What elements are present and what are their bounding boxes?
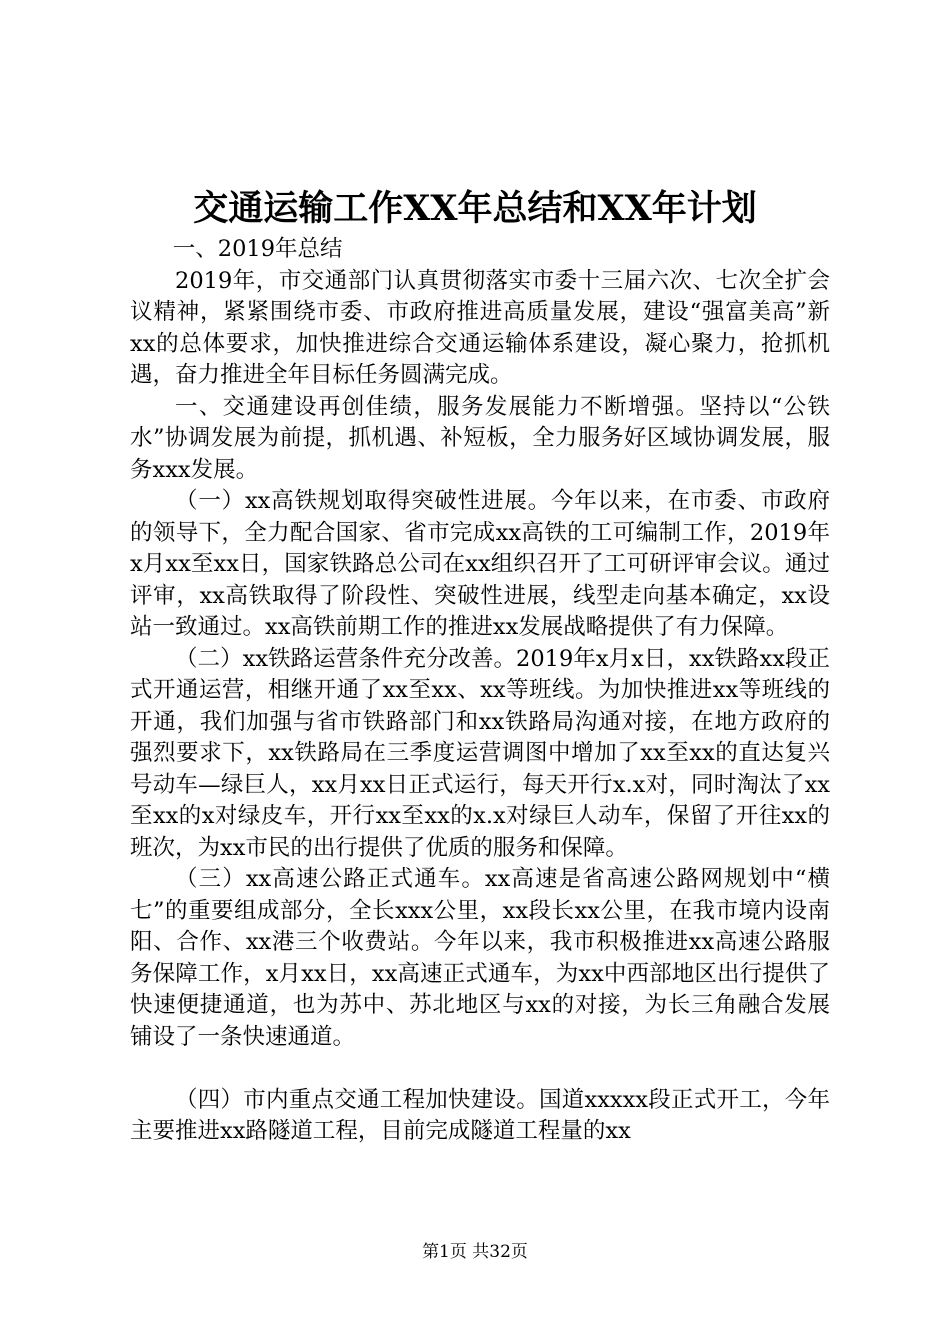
- paragraph: （四）市内重点交通工程加快建设。国道xxxxx段正式开工，今年主要推进xx路隧道工程，目前完成隧道工程量的xx: [130, 1086, 830, 1144]
- page-footer: 第1页 共32页: [422, 1242, 528, 1262]
- section-heading: 一、2019年总结: [172, 236, 343, 262]
- paragraph: 一、交通建设再创佳绩，服务发展能力不断增强。坚持以“公铁水”协调发展为前提，抓机遇、补短板，全力服务好区域协调发展，服务xxx发展。: [130, 393, 830, 483]
- document-title: 交通运输工作XX年总结和XX年计划: [193, 188, 757, 229]
- paragraph: （一）xx高铁规划取得突破性进展。今年以来，在市委、市政府的领导下，全力配合国家、省市完成xx高铁的工可编制工作，2019年x月xx至xx日，国家铁路总公司在xx组织召开了工可研评审会议。通过评审，xx高铁取得了阶段性、突破性进展，线型走向基本确定，xx设站一致通过。xx高铁前期工作的推进xx发展战略提供了有力保障。: [130, 488, 830, 640]
- paragraph: （二）xx铁路运营条件充分改善。2019年x月x日，xx铁路xx段正式开通运营，相继开通了xx至xx、xx等班线。为加快推进xx等班线的开通，我们加强与省市铁路部门和xx铁路局沟通对接，在地方政府的强烈要求下，xx铁路局在三季度运营调图中增加了xx至xx的直达复兴号动车—绿巨人，xx月xx日正式运行，每天开行x.x对，同时淘汰了xx至xx的x对绿皮车，开行xx至xx的x.x对绿巨人动车，保留了开往xx的班次，为xx市民的出行提供了优质的服务和保障。: [130, 645, 830, 861]
- document-body: [130, 234, 830, 1148]
- paragraph: 2019年，市交通部门认真贯彻落实市委十三届六次、七次全扩会议精神，紧紧围绕市委、市政府推进高质量发展，建设“强富美高”新xx的总体要求，加快推进综合交通运输体系建设，凝心聚力，抢抓机遇，奋力推进全年目标任务圆满完成。: [130, 267, 830, 388]
- paragraph: （三）xx高速公路正式通车。xx高速是省高速公路网规划中“横七”的重要组成部分，全长xxx公里，xx段长xx公里，在我市境内设南阳、合作、xx港三个收费站。今年以来，我市积极推进xx高速公路服务保障工作，x月xx日，xx高速正式通车，为xx中西部地区出行提供了快速便捷通道，也为苏中、苏北地区与xx的对接，为长三角融合发展铺设了一条快速通道。: [130, 866, 830, 1050]
